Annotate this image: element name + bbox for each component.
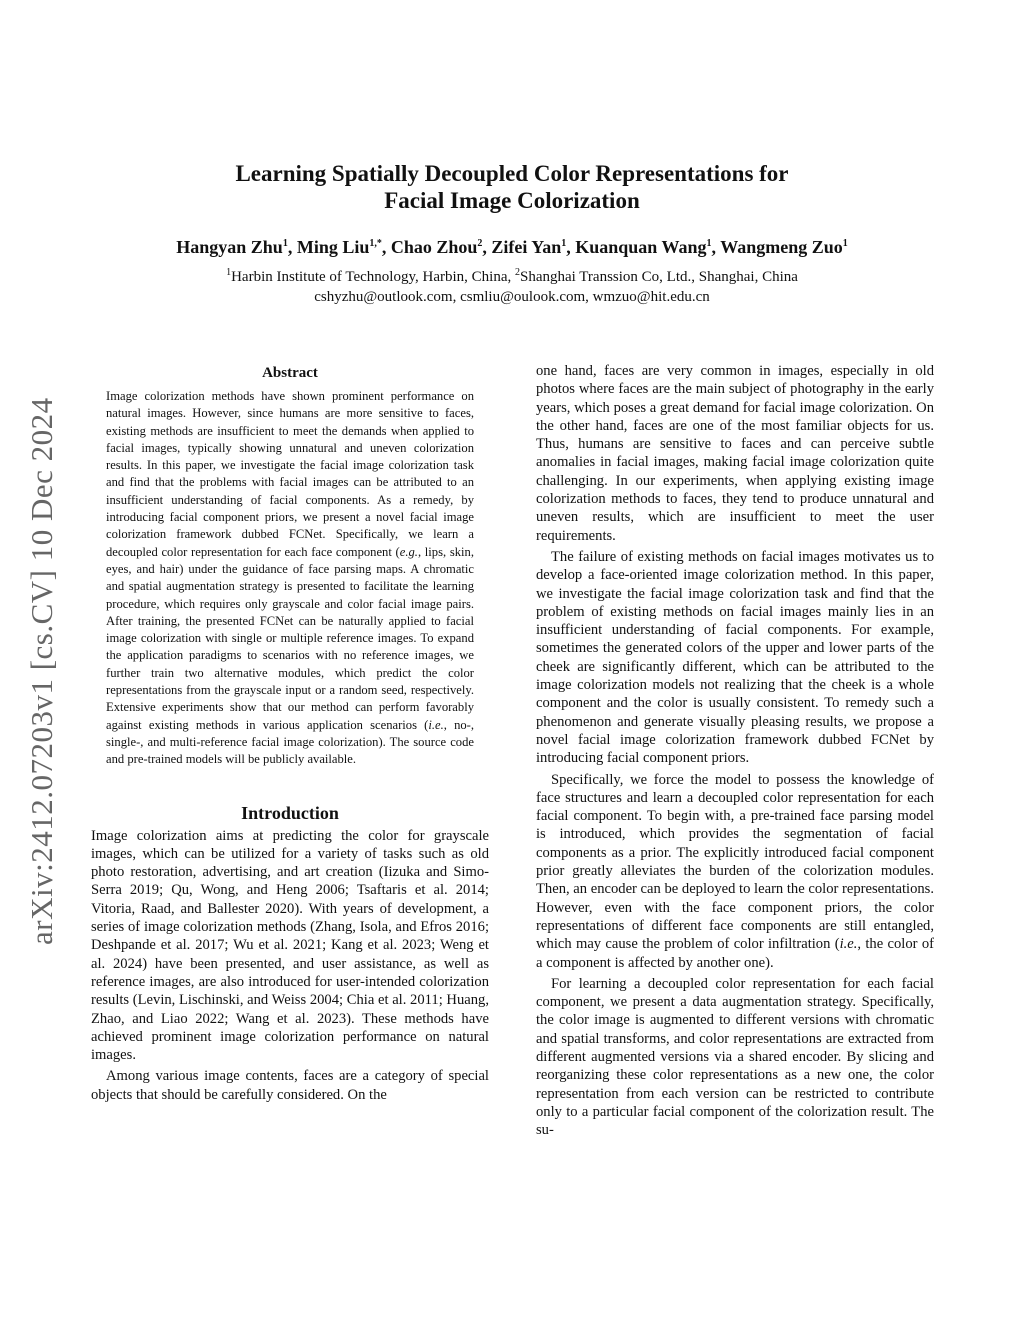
abstract-segment: , no-, single-, and multi-reference facial image colorization). The source code and pre-trained models will be publicly available.	[106, 717, 475, 767]
affiliation-1: Harbin Institute of Technology, Harbin, China,	[231, 269, 515, 285]
author-name: Kuanquan Wang	[575, 237, 707, 257]
intro-paragraph-2-continued: one hand, faces are very common in images, especially in old photos where faces are the main subject of photography in the early years, which poses a great demand for facial image colorization. On the other hand, faces are one of the most familiar objects for us. Thus, humans are sensitive to faces and can perceive subtle anomalies in facial images, making facial image colorization quite challenging. In our experiments, when applying existing image colorization methods to faces, they tend to produce unnatural and uneven results, which are insufficient to meet the user requirements.	[536, 363, 934, 544]
paper-title	[0, 160, 1024, 214]
author-name: Ming Liu	[296, 237, 370, 257]
paragraph-segment: , the color of a component is affected by another one).	[536, 936, 934, 971]
left-column	[91, 362, 489, 1104]
author-affiliation-mark: 1,*	[369, 238, 382, 249]
author-name: Wangmeng Zuo	[720, 237, 843, 257]
author-name: Hangyan Zhu	[176, 237, 283, 257]
author-affiliation-mark: 1	[561, 238, 567, 249]
abstract-emphasis: i.e.	[428, 717, 444, 732]
affiliation-2: Shanghai Transsion Co, Ltd., Shanghai, China	[519, 269, 798, 285]
intro-paragraph-4	[536, 771, 934, 972]
author-name: Chao Zhou	[390, 237, 478, 257]
author-list: Hangyan Zhu$^1$, Ming Liu$^{1,*}$, Chao Zhou$^2$, Zifei Yan$^1$, Kuanquan Wang$^1$, Wangmeng Zuo$^1$	[176, 237, 848, 257]
intro-paragraph-3: The failure of existing methods on facial images motivates us to develop a face-oriented image colorization method. In this paper, we investigate the facial image colorization task and find that the problem of existing methods on facial images mainly lies in an insufficient understanding of facial components. For example, sometimes the generated colors of the upper and lower parts of the cheek are significantly different, which can be attributed to the image colorization models not realizing that the cheek is a whole component and the color is usually consistent. To remedy such a phenomenon and generate visually pleasing results, we propose a novel facial image colorization framework dubbed FCNet by introducing facial component priors.	[536, 548, 934, 767]
intro-paragraph-1: Image colorization aims at predicting the color for grayscale images, which can be utilized for a variety of tasks such as old photo restoration, advertising, and art creation (Iizuka and Simo-Serra 2019; Qu, Wong, and Heng 2006; Tsaftaris et al. 2014; Vitoria, Raad, and Ballester 2020). With years of development, a series of image colorization methods (Zhang, Isola, and Efros 2016; Deshpande et al. 2017; Wu et al. 2021; Kang et al. 2023; Weng et al. 2024) have been presented, and user assistance, as well as reference images, are also introduced for user-intended colorization results (Levin, Lischinski, and Weiss 2004; Chia et al. 2011; Huang, Zhao, and Liao 2022; Wang et al. 2023). These methods have achieved prominent image colorization performance on natural images.	[91, 827, 489, 1064]
author-emails: cshyzhu@outlook.com, csmliu@oulook.com, wmzuo@hit.edu.cn	[314, 289, 710, 305]
author-affiliation-mark: 2	[477, 238, 483, 249]
abstract-text	[106, 388, 474, 769]
intro-paragraph-5: For learning a decoupled color representation for each facial component, we present a data augmentation strategy. Specifically, the color image is augmented to different versions with chromatic and spatial transforms, and color representations are extracted from different augmented versions via a shared encoder. By slicing and reorganizing these color representations as a new one, the color representation from each version can be restricted to contribute only to a particular facial component of the colorization result. The su-	[536, 975, 934, 1139]
paragraph-emphasis: i.e.	[839, 936, 858, 953]
abstract-heading: Abstract	[262, 365, 318, 381]
author-affiliation-mark: 1	[706, 238, 712, 249]
title-line-1: Learning Spatially Decoupled Color Representations for	[235, 161, 789, 186]
affiliation-mark: 1	[226, 267, 232, 278]
author-name: Zifei Yan	[491, 237, 562, 257]
right-column	[536, 362, 934, 1139]
title-line-2: Facial Image Colorization	[384, 188, 640, 213]
affiliation-mark: 2	[514, 267, 520, 278]
arxiv-identifier: arXiv:2412.07203v1 [cs.CV] 10 Dec 2024	[24, 397, 59, 945]
author-affiliation-mark: 1	[842, 238, 848, 249]
abstract-emphasis: e.g.	[399, 544, 418, 559]
affiliations	[0, 268, 1024, 287]
abstract-segment: Image colorization methods have shown prominent performance on natural images. However, since humans are more sensitive to faces, existing methods are insufficient to meet the demands when applied to facial images, typically showing unnatural and uneven colorization results. In this paper, we investigate the facial image colorization task and find that the problems with facial images can be attributed to an insufficient understanding of facial components. As a remedy, by introducing facial component priors, we present a novel facial image colorization framework dubbed FCNet. Specifically, we learn a decoupled color representation for each face component (	[106, 389, 474, 559]
intro-paragraph-2: Among various image contents, faces are a category of special objects that should be carefully considered. On the	[91, 1068, 489, 1103]
paragraph-segment: Specifically, we force the model to possess the knowledge of face structures and learn a decoupled color representation for each facial component. To begin with, a pre-trained face parsing model is introduced, which provides the segmentation of facial components as a prior. The explicitly introduced facial component prior greatly alleviates the burden of the colorization modules. Then, an encoder can be deployed to learn the color representations. However, even with the face component priors, the color representations of different face components are still entangled, which may cause the problem of color infiltration (	[536, 771, 934, 953]
author-affiliation-mark: 1	[282, 238, 288, 249]
introduction-heading: Introduction	[241, 802, 339, 823]
abstract-segment: , lips, skin, eyes, and hair) under the guidance of face parsing maps. A chromatic and spatial augmentation strategy is presented to facilitate the learning procedure, which requires only grayscale and color facial image pairs. After training, the presented FCNet can be naturally applied to facial image colorization with single or multiple reference images. To expand the application paradigms to scenarios with no reference images, we further train two alternative modules, which predict the color representations from the grayscale input or a random seed, respectively. Extensive experiments show that our method can perform favorably against existing methods in various application scenarios (	[106, 544, 474, 732]
